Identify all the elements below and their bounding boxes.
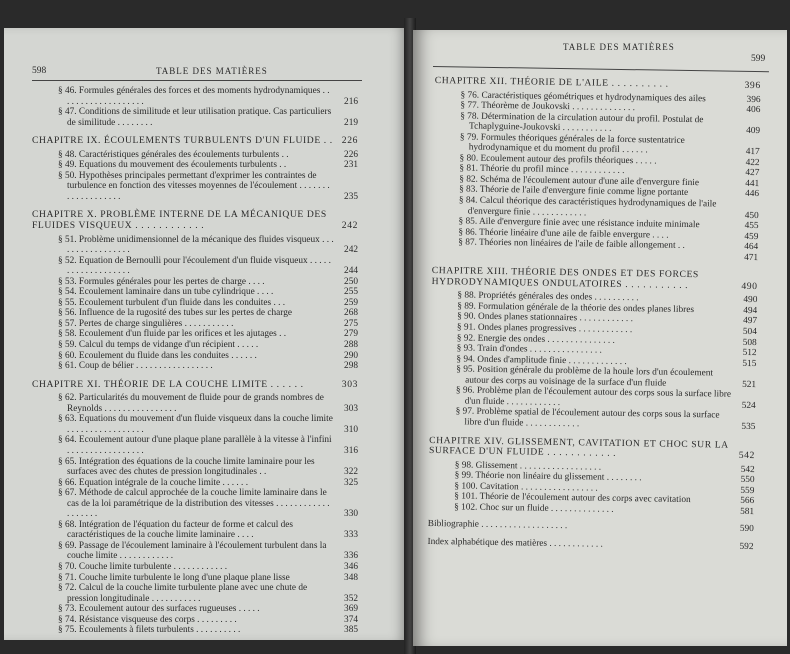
toc-entry-page: 374 <box>344 614 358 625</box>
toc-entry-title: CHAPITRE XIV. GLISSEMENT, CAVITATION ET CHOC SUR LA SURFACE D'UN FLUIDE . . . . . . . . . . . . <box>428 434 729 459</box>
toc-entry-title: § 55. Ecoulement turbulent d'un fluide dans les conduites . . . <box>58 297 286 308</box>
page-number-right: 599 <box>751 54 766 64</box>
toc-entry-page: 521 <box>742 379 757 390</box>
toc-section <box>32 319 358 330</box>
toc-entry-page: 471 <box>744 252 759 263</box>
toc-entry-page: 290 <box>344 350 358 361</box>
toc-entry-page: 275 <box>344 318 358 329</box>
toc-section <box>32 298 358 309</box>
toc-entry-page: 330 <box>344 509 358 520</box>
toc-section <box>32 435 358 456</box>
toc-entry-page: 396 <box>744 79 761 92</box>
toc-section <box>32 625 358 636</box>
toc-entry-title: § 84. Calcul théorique des caractéristiques hydrodynamiques de l'aile d'envergure finie . . . . . . . . . . . . <box>458 195 717 218</box>
toc-entry-page: 535 <box>741 421 756 433</box>
running-head-left: TABLE DES MATIÈRES <box>156 66 268 76</box>
toc-entry-title: § 46. Formules générales des forces et des moments hydrodynamiques . . . . . . . . . . . . . . . . . . . <box>58 86 330 107</box>
toc-entry-page: 504 <box>742 326 757 338</box>
toc-section <box>32 340 358 351</box>
toc-entry-title: Index alphabétique des matières . . . . . . . . . . . . <box>427 536 603 550</box>
toc-entry-title: § 59. Calcul du temps de vidange d'un récipient . . . . . <box>58 340 259 351</box>
toc-section <box>32 583 358 604</box>
toc-entry-title: § 101. Théorie de l'écoulement autour des corps avec cavitation <box>454 491 691 506</box>
toc-entry-title: § 62. Particularités du mouvement de fluide pour de grands nombres de Reynolds . . . . . . . . . . . . . . . . <box>58 393 324 414</box>
toc-entry-page: 348 <box>344 572 358 583</box>
toc-section <box>32 235 358 256</box>
toc-top-entry <box>428 519 754 535</box>
toc-entry-title: § 65. Intégration des équations de la couche limite laminaire pour les surfaces avec des chutes de pression longitudinales . . <box>58 456 315 478</box>
toc-entry-page: 333 <box>344 530 358 541</box>
toc-entry-title: § 64. Ecoulement autour d'une plaque plane parallèle à la vitesse à l'infini . . . . . . . . . . . . . . . . . <box>58 435 332 456</box>
toc-entry-page: 450 <box>744 210 759 221</box>
toc-entry-page: 369 <box>344 604 358 615</box>
toc-entry-page: 494 <box>743 305 758 317</box>
toc-entry-title: § 48. Caractéristiques générales des écoulements turbulents . . <box>58 149 289 160</box>
toc-entry-title: § 93. Train d'ondes . . . . . . . . . . . . . . . . <box>456 343 602 356</box>
toc-entry-title: § 79. Formules théoriques générales de la force sustentatrice hydrodynamique et du moment du profil . . . . . . <box>459 132 685 156</box>
toc-entry-title: CHAPITRE XIII. THÉORIE DES ONDES ET DES FORCES HYDRODYNAMIQUES ONDULATOIRES . . . . . . . . . . . <box>431 265 699 291</box>
toc-section <box>32 86 358 107</box>
toc-entry-title <box>458 259 734 263</box>
toc-section <box>429 406 755 432</box>
toc-section <box>32 329 358 340</box>
toc-entry-page: 446 <box>745 189 760 200</box>
toc-entry-page: 417 <box>745 147 760 158</box>
toc-entry-page: 396 <box>746 94 761 105</box>
toc-entry-title: § 92. Energie des ondes . . . . . . . . . . . . . . . <box>456 332 615 346</box>
toc-entry-title: § 100. Cavitation . . . . . . . . . . . . . . . . . <box>454 481 598 494</box>
toc-entry-title: § 90. Ondes planes stationnaires . . . . . . . . . . . . <box>457 311 633 325</box>
toc-entry-page: 455 <box>744 220 759 232</box>
toc-section <box>32 562 358 573</box>
toc-entry-page: 325 <box>344 477 358 488</box>
toc-chapter <box>32 136 358 147</box>
toc-entry-title: § 99. Théorie non linéaire du glissement . . . . . . . . <box>454 470 642 484</box>
toc-section <box>32 457 358 478</box>
toc-entry-title: § 77. Théorème de Joukovski . . . . . . . . . . . . . . <box>460 100 636 114</box>
toc-entry-page: 508 <box>742 337 757 348</box>
toc-entry-page: 322 <box>344 467 358 478</box>
toc-section <box>32 488 358 520</box>
toc-entry-title: § 98. Glissement . . . . . . . . . . . . . . . . . . <box>454 459 602 473</box>
toc-entry-page: 409 <box>746 126 761 137</box>
toc-chapter <box>429 435 755 461</box>
toc-entry-page: 231 <box>344 160 358 171</box>
toc-entry-page: 422 <box>745 157 760 168</box>
toc-entry-title: § 47. Conditions de similitude et leur utilisation pratique. Cas particuliers de similitude . . . . . . . . <box>58 107 332 128</box>
toc-entry-page: 559 <box>740 485 755 496</box>
header-rule-left <box>32 80 362 81</box>
toc-entry-page: 427 <box>745 168 760 179</box>
toc-entry-page: 490 <box>741 280 758 292</box>
toc-entry-page: 497 <box>743 316 758 327</box>
toc-entry-page: 216 <box>344 96 358 107</box>
toc-entry-page: 346 <box>344 561 358 572</box>
toc-entry-page: 316 <box>344 445 358 456</box>
toc-section <box>32 107 358 128</box>
toc-right <box>427 68 760 552</box>
toc-entry-title: § 78. Détermination de la circulation autour du profil. Postulat de Tchaplyguine-Joukovski . . . . . . . . . . . <box>460 111 704 134</box>
toc-entry-page: 242 <box>341 220 358 232</box>
toc-entry-title: § 66. Equation intégrale de la couche limite . . . . . . <box>58 477 249 488</box>
toc-entry-title: § 82. Schéma de l'écoulement autour d'une aile d'envergure finie <box>459 174 700 189</box>
toc-chapter <box>435 76 761 92</box>
toc-entry-title: § 53. Formules générales pour les pertes de charge . . . . <box>58 276 265 287</box>
toc-section <box>32 573 358 584</box>
toc-entry-title: § 51. Problème unidimensionnel de la mécanique des fluides visqueux . . . . . . . . . . . . . . . . . <box>58 234 334 256</box>
toc-entry-page: 298 <box>344 361 358 372</box>
toc-section <box>32 308 358 319</box>
toc-entry-title: § 74. Résistance visqueuse des corps . . . . . . . . . <box>58 614 237 625</box>
toc-entry-title: § 54. Ecoulement laminaire dans un tube cylindrique . . . . <box>58 287 274 298</box>
toc-entry-page: 515 <box>742 358 757 369</box>
toc-entry-title: CHAPITRE X. PROBLÈME INTERNE DE LA MÉCANIQUE DES FLUIDES VISQUEUX . . . . . . . . . . . . <box>32 209 327 232</box>
toc-entry-page: 226 <box>344 149 358 160</box>
toc-entry-title: § 96. Problème plan de l'écoulement autour des corps sous la surface libre d'un fluide . . . . . . . . . . . . <box>455 385 732 408</box>
toc-entry-title: § 83. Théorie de l'aile d'envergure finie comme ligne portante <box>459 184 689 199</box>
toc-entry-page: 512 <box>742 347 757 359</box>
toc-entry-title: § 102. Choc sur un fluide . . . . . . . . . . . . . . <box>454 502 614 515</box>
toc-section <box>32 615 358 626</box>
toc-entry-title: § 60. Ecoulement du fluide dans les conduites . . . . . . <box>58 350 257 361</box>
toc-entry-page: 542 <box>740 464 755 475</box>
toc-entry-title: CHAPITRE XII. THÉORIE DE L'AILE . . . . . . . . . . <box>434 74 669 90</box>
toc-section <box>32 414 358 435</box>
toc-entry-title: § 71. Couche limite turbulente le long d'une plaque plane lisse <box>58 572 290 583</box>
toc-entry-title: § 97. Problème spatial de l'écoulement autour des corps sous la surface libre d'un fluide . . . . . . . . . . . . <box>455 406 720 430</box>
left-page <box>4 28 408 640</box>
toc-entry-page: 406 <box>746 104 761 116</box>
toc-top-entry <box>427 537 753 553</box>
toc-entry-page: 279 <box>344 329 358 340</box>
toc-entry-page: 303 <box>341 378 358 390</box>
toc-entry-title: § 49. Equations du mouvement des écoulements turbulents . . <box>58 160 287 171</box>
toc-section <box>32 256 358 277</box>
toc-entry-title: § 58. Ecoulement d'un fluide par les orifices et les ajutages . . <box>58 329 287 340</box>
toc-entry-page: 490 <box>743 295 758 306</box>
toc-entry-page: 441 <box>745 178 760 190</box>
toc-entry-title: § 89. Formulation générale de la théorie des ondes planes libres <box>457 301 695 316</box>
page-number-left: 598 <box>32 66 47 76</box>
toc-entry-page: 288 <box>344 340 358 351</box>
toc-entry-page: 352 <box>344 593 358 604</box>
toc-entry-title: § 72. Calcul de la couche limite turbulente plane avec une chute de pression longitudinale . . . . . . . . . . . <box>58 583 308 604</box>
toc-entry-title: § 70. Couche limite turbulente . . . . . . . . . . . . <box>58 561 228 572</box>
toc-entry-page: 550 <box>740 474 755 486</box>
toc-entry-title: § 75. Ecoulements à filets turbulents . . . . . . . . . . <box>58 625 241 636</box>
toc-entry-page: 464 <box>744 242 759 253</box>
toc-entry-title: § 61. Coup de bélier . . . . . . . . . . . . . . . . . <box>58 361 213 372</box>
toc-entry-page: 259 <box>344 297 358 308</box>
toc-entry-title: CHAPITRE IX. ÉCOULEMENTS TURBULENTS D'UN FLUIDE . . <box>32 135 333 147</box>
toc-section <box>32 520 358 541</box>
toc-entry-page: 385 <box>344 625 358 636</box>
toc-entry-page: 581 <box>740 506 755 517</box>
toc-entry-page: 336 <box>344 551 358 562</box>
toc-entry-title: § 67. Méthode de calcul approchée de la couche limite laminaire dans le cas de la loi paramétrique de la distribution des vitesses . . . . . . . . . . . . . . . . . . . <box>58 488 330 520</box>
toc-section <box>32 351 358 362</box>
toc-chapter <box>32 380 358 391</box>
running-head-right: TABLE DES MATIÈRES <box>563 42 675 52</box>
toc-entry-page: 242 <box>344 245 358 256</box>
toc-entry-page: 303 <box>344 403 358 414</box>
toc-section <box>32 277 358 288</box>
toc-left <box>32 86 358 636</box>
toc-section <box>32 287 358 298</box>
toc-entry-title: § 52. Equation de Bernoulli pour l'écoulement d'un fluide visqueux . . . . . . . . . . . . . . . . . . . <box>58 255 331 277</box>
toc-entry-title: § 76. Caractéristiques géométriques et hydrodynamiques des ailes <box>460 89 706 104</box>
toc-chapter <box>32 210 358 231</box>
toc-entry-title: § 56. Influence de la rugosité des tubes sur les pertes de charge <box>58 308 292 319</box>
toc-entry-title: § 69. Passage de l'écoulement laminaire à l'écoulement turbulent dans la couche limite . . . . . . . . . . . . <box>58 540 327 562</box>
toc-entry-title: § 87. Théories non linéaires de l'aile de faible allongement . . <box>458 237 685 252</box>
toc-entry-page: 542 <box>738 449 756 462</box>
toc-entry-page: 459 <box>744 231 759 242</box>
toc-entry-title: CHAPITRE XI. THÉORIE DE LA COUCHE LIMITE . . . . . . <box>32 378 304 390</box>
toc-entry-title: § 63. Equations du mouvement d'un fluide visqueux dans la couche limite . . . . . . . . . . . . . . . . . <box>58 414 333 435</box>
toc-entry-title: § 94. Ondes d'amplitude finie . . . . . . . . . . . . . <box>456 354 627 367</box>
toc-section <box>32 150 358 161</box>
toc-section <box>32 541 358 562</box>
toc-entry-page: 524 <box>741 400 756 411</box>
toc-entry-title: § 68. Intégration de l'équation du facteur de forme et calcul des caractéristiques de la couche limite laminaire . . . . <box>58 519 294 541</box>
toc-entry-title: Bibliographie . . . . . . . . . . . . . . . . . . . <box>427 519 568 532</box>
toc-section <box>32 604 358 615</box>
toc-entry-page: 219 <box>344 117 358 128</box>
toc-section <box>32 478 358 489</box>
toc-entry-title: § 73. Ecoulement autour des surfaces rugueuses . . . . . <box>58 604 260 615</box>
toc-entry-page: 592 <box>739 541 754 552</box>
toc-entry-title: § 91. Ondes planes progressives . . . . . . . . . . . . <box>456 322 633 336</box>
toc-entry-page: 250 <box>344 276 358 287</box>
toc-entry-title: § 88. Propriétés générales des ondes . . . . . . . . . . <box>457 290 639 304</box>
toc-entry-page: 566 <box>740 496 755 507</box>
toc-entry-page: 235 <box>344 191 358 202</box>
toc-section <box>32 171 358 203</box>
toc-entry-page: 310 <box>344 424 358 435</box>
toc-entry-title: § 95. Position générale du problème de la houle lors d'un écoulement autour des corps au voisinage de la surface d'un fluide <box>456 364 714 389</box>
toc-entry-page: 590 <box>739 524 754 535</box>
toc-entry-page: 255 <box>344 287 358 298</box>
toc-entry-title: § 50. Hypothèses principales permettant d'exprimer les contraintes de turbulence en fonction des vitesses moyennes de l'écoulement . . . . . . . . . . . . . . . . . . . <box>58 170 330 202</box>
toc-chapter <box>432 266 758 292</box>
toc-entry-title: § 86. Théorie linéaire d'une aile de faible envergure . . . . <box>458 227 669 241</box>
toc-entry-title: § 81. Théorie du profil mince . . . . . . . . . . . . <box>459 163 625 177</box>
toc-entry-title: § 57. Pertes de charge singulières . . . . . . . . . . . <box>58 318 234 329</box>
toc-section <box>32 361 358 372</box>
right-page <box>413 30 787 646</box>
toc-entry-title: § 80. Ecoulement autour des profils théoriques . . . . . <box>459 153 657 167</box>
toc-entry-title: § 85. Aile d'envergure finie avec une résistance induite minimale <box>458 216 700 231</box>
toc-entry-page: 244 <box>344 266 358 277</box>
toc-section <box>32 160 358 171</box>
toc-entry-page: 226 <box>341 135 358 147</box>
toc-entry-page: 268 <box>344 308 358 319</box>
toc-section <box>32 393 358 414</box>
